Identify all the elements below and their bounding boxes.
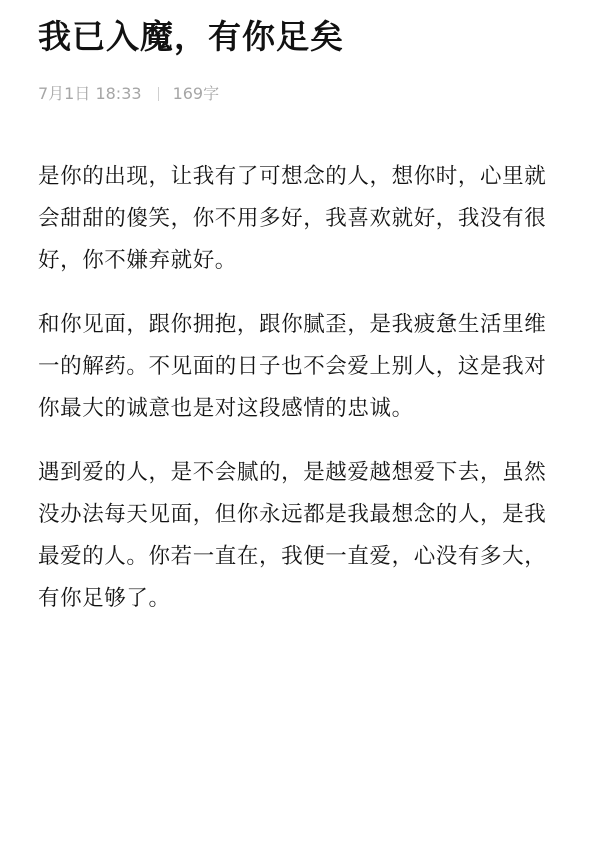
word-count: 169字 [172, 84, 220, 103]
article-meta [38, 84, 564, 104]
meta-divider [158, 87, 159, 101]
paragraph: 遇到爱的人，是不会腻的，是越爱越想爱下去，虽然没办法每天见面，但你永远都是我最想念的人，是我最爱的人。你若一直在，我便一直爱，心没有多大，有你足够了。 [38, 460, 547, 611]
article-title: 我已入魔，有你足矣 [38, 17, 344, 56]
paragraph: 是你的出现，让我有了可想念的人，想你时，心里就会甜甜的傻笑，你不用多好，我喜欢就好，我没有很好，你不嫌弃就好。 [38, 164, 547, 273]
article-body [38, 156, 564, 620]
publish-date: 7月1日 18:33 [38, 84, 142, 103]
paragraph: 和你见面，跟你拥抱，跟你腻歪，是我疲惫生活里维一的解药。不见面的日子也不会爱上别人，这是我对你最大的诚意也是对这段感情的忠诚。 [38, 312, 547, 421]
